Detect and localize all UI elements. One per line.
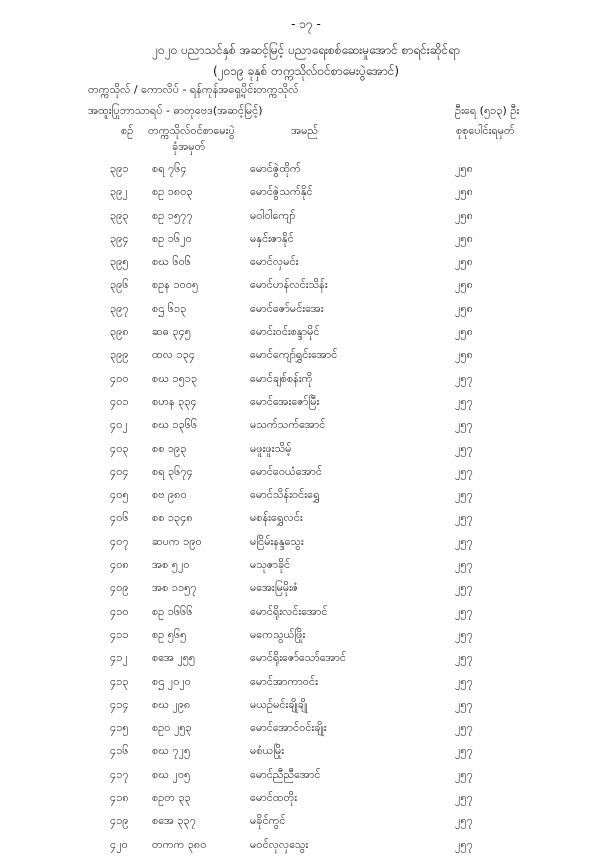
row-exam-number: ဆပက ၁၉၀ — [152, 534, 202, 548]
row-number: ၄၁၉ — [110, 814, 129, 828]
row-exam-number: စအေ ၂၅၅ — [152, 651, 196, 665]
row-score: ၂၅၇ — [455, 697, 473, 711]
column-header-exam-line2: ခုံအမှတ် — [172, 140, 206, 153]
row-score: ၂၅၈ — [455, 348, 473, 362]
row-exam-number: စဗ ၉၈၀ — [152, 488, 187, 502]
row-exam-number: စဥ ၁၅၇၇ — [152, 208, 193, 222]
row-number: ၄၀၂ — [110, 418, 128, 432]
column-header-score: စုစုပေါင်းရမှတ် — [456, 124, 515, 137]
row-name: မောင်ဝေယံအောင် — [250, 464, 322, 478]
row-number: ၃၉၄ — [110, 231, 129, 245]
row-score: ၂၅၇ — [455, 418, 473, 432]
row-score: ၂၅၇ — [455, 441, 473, 455]
row-number: ၃၉၈ — [110, 325, 129, 339]
row-exam-number: စဥန ၁၀၀၅ — [152, 278, 199, 292]
row-exam-number: စအေ ၃၃၇ — [152, 814, 196, 828]
row-number: ၄၁၃ — [110, 674, 129, 688]
row-number: ၄၁၀ — [110, 604, 129, 618]
row-exam-number: စစ ၁၉၃ — [152, 441, 187, 455]
table-row — [0, 414, 612, 437]
table-row — [0, 577, 612, 600]
row-name: မစန်းရွှေလင်း — [250, 511, 303, 525]
row-name: မောင်ညီညီအောင် — [250, 767, 321, 781]
row-name: မစံယမြိုး — [250, 744, 285, 758]
row-number: ၄၁၄ — [110, 697, 129, 711]
table-row — [0, 694, 612, 717]
page-number: - ၁၇ - — [291, 17, 321, 31]
row-exam-number: စဃ ၁၃၆၆ — [152, 418, 198, 432]
row-score: ၂၅၇ — [455, 394, 473, 408]
row-number: ၄၀၈ — [110, 558, 129, 572]
row-exam-number: စဃ ၆၀၆ — [152, 255, 191, 269]
row-score: ၂၅၇ — [455, 837, 473, 851]
row-exam-number: စဥ ၁၆၂၀ — [152, 231, 192, 245]
row-score: ၂၅၈ — [455, 185, 473, 199]
row-name: မောင်သိန်းဝင်းရွှေ — [250, 488, 320, 502]
row-name: မောင်အာကာဝင်း — [250, 674, 318, 688]
row-number: ၄၀၆ — [110, 511, 129, 525]
table-row — [0, 834, 612, 857]
university-label: တက္ကသိုလ် / ကောလိပ် - ရန်ကုန်အရှေ့ပိုင်းတက္ကသိုလ် — [88, 83, 299, 96]
row-name: မသက်သက်အောင် — [250, 418, 326, 432]
row-number: ၄၁၆ — [110, 744, 129, 758]
table-row — [0, 531, 612, 554]
row-number: ၃၉၃ — [110, 208, 129, 222]
table-row — [0, 274, 612, 297]
row-score: ၂၅၈ — [455, 162, 473, 175]
row-exam-number: စဥတ ၃၃ — [152, 791, 191, 805]
row-exam-number: ဆဓ ၃၄၅ — [152, 325, 191, 339]
row-exam-number: စဃ ၂၀၅ — [152, 767, 191, 781]
row-name: မောင်ဇော်မင်းအေး — [250, 301, 324, 315]
row-score: ၂၅၈ — [455, 278, 473, 292]
table-row — [0, 764, 612, 787]
row-name: မောင်ရိုးလင်းအောင် — [250, 604, 328, 618]
row-score: ၂၅၇ — [455, 558, 473, 572]
document-subtitle: (၂၀၁၉ ခုနှစ် တက္ကသိုလ်ဝင်စာမေးပွဲအောင်) — [212, 64, 400, 78]
row-name: မအေးမြမိုးဇံ — [250, 581, 299, 595]
row-exam-number: စဃ ၁၅၁၃ — [152, 371, 198, 385]
row-exam-number: စစ ၁၃၄၈ — [152, 511, 193, 525]
table-row — [0, 438, 612, 461]
row-name: မောင်ဇွဲသက်နိုင် — [250, 185, 313, 199]
column-header-name: အမည် — [291, 124, 319, 137]
row-name: မကေသွယ်ဖြိုး — [250, 627, 306, 641]
row-exam-number: စဃ ၇၂၅ — [152, 744, 191, 758]
row-name: မငြိမ်းနန္ဒသွေး — [250, 534, 304, 548]
row-name: မဝင်လှလှသွေး — [250, 837, 309, 851]
table-row — [0, 251, 612, 274]
row-score: ၂၅၇ — [455, 464, 473, 478]
row-score: ၂၅၇ — [455, 488, 473, 502]
document-title: ၂၀၂၀ ပညာသင်နှစ် အဆင့်မြင့် ပညာရေးစစ်ဆေးမှုအောင် စာရင်းဆိုင်ရာ — [152, 43, 460, 57]
table-row — [0, 228, 612, 251]
table-row — [0, 507, 612, 530]
row-score: ၂၅၈ — [455, 255, 473, 269]
row-name: မောင်ဇွဲထိုက် — [250, 162, 301, 175]
column-header-no: စဉ် — [121, 124, 134, 137]
table-row — [0, 484, 612, 507]
row-name: မောင်လှမင်း — [250, 255, 299, 269]
row-number: ၄၂၀ — [110, 837, 128, 851]
row-number: ၃၉၉ — [110, 348, 129, 362]
row-number: ၄၁၁ — [110, 627, 129, 641]
row-score: ၂၅၇ — [455, 627, 473, 641]
row-name: မောင်းဝင်းစန္ဒာမိုင် — [250, 325, 320, 339]
row-name: မနှင်းဇာနိုင် — [250, 231, 294, 245]
row-number: ၄၀၇ — [110, 534, 129, 548]
row-exam-number: စဥဝ ၂၅၃ — [152, 721, 192, 735]
row-score: ၂၅၈ — [455, 208, 473, 222]
row-exam-number: အစ ၁၁၅၇ — [152, 581, 197, 595]
row-name: မောင်ဟန်လင်းသိန်း — [250, 278, 328, 292]
row-score: ၂၅၇ — [455, 744, 473, 758]
row-score: ၂၅၇ — [455, 791, 473, 805]
row-score: ၂၅၈ — [455, 325, 473, 339]
row-exam-number: စဥ ၅၆၅ — [152, 627, 187, 641]
table-row — [0, 158, 612, 181]
table-row — [0, 321, 612, 344]
row-number: ၃၉၅ — [110, 255, 129, 269]
row-name: မဖူးဖူးသိမ့် — [250, 441, 292, 455]
table-row — [0, 391, 612, 414]
row-score: ၂၅၇ — [455, 721, 473, 735]
table-row — [0, 647, 612, 670]
row-exam-number: တကက ၃၈၀ — [152, 837, 207, 851]
column-header-exam-line1: တက္ကသိုလ်ဝင်စာမေးပွဲ — [148, 124, 235, 137]
row-exam-number: အစ ၅၂၀ — [152, 558, 190, 572]
table-row — [0, 368, 612, 391]
table-row — [0, 624, 612, 647]
row-number: ၄၀၁ — [110, 394, 129, 408]
table-row — [0, 601, 612, 624]
table-row — [0, 554, 612, 577]
table-row — [0, 298, 612, 321]
row-name: မောင်အောင်ဝင်းချိုး — [250, 721, 327, 735]
table-row — [0, 344, 612, 367]
row-exam-number: စဥ ၁၆၆၆ — [152, 604, 193, 618]
row-number: ၃၉၂ — [110, 185, 128, 199]
results-table — [0, 158, 612, 857]
row-name: မောင်အေးဇော်မြီး — [250, 394, 320, 408]
row-exam-number: စဌ ၆၁၃ — [152, 301, 187, 315]
row-name: မဝါဝါကျော် — [250, 208, 296, 222]
row-number: ၄၀၄ — [110, 464, 129, 478]
row-number: ၃၉၁ — [110, 162, 129, 175]
row-score: ၂၅၇ — [455, 371, 473, 385]
row-score: ၂၅၇ — [455, 674, 473, 688]
row-number: ၄၀၀ — [110, 371, 129, 385]
subject-label: အထူးပြုဘာသာရပ် - ဓာတုဗေဒ(အဆင့်မြင့်) — [88, 104, 263, 117]
row-name: မခိုင်ကွင် — [250, 814, 286, 828]
row-name: မယဉ်မင်းချိုချို — [250, 697, 308, 711]
row-score: ၂၅၇ — [455, 814, 473, 828]
row-exam-number: စဌ ၂၀၂၀ — [152, 674, 191, 688]
row-score: ၂၅၇ — [455, 511, 473, 525]
row-number: ၄၀၅ — [110, 488, 129, 502]
row-number: ၄၁၇ — [110, 767, 129, 781]
total-count-label: ဦးရေ (၅၁၃) ဦး — [455, 104, 520, 117]
table-row — [0, 740, 612, 763]
row-name: မောင်ရိုးဇော်သော်အောင် — [250, 651, 346, 665]
row-score: ၂၅၇ — [455, 581, 473, 595]
row-exam-number: စဟန ၃၃၄ — [152, 394, 197, 408]
row-exam-number: ထလ ၁၃၄ — [152, 348, 196, 362]
row-exam-number: စရ ၇၆၄ — [152, 162, 187, 175]
row-score: ၂၅၇ — [455, 651, 473, 665]
row-name: မောင်ချစ်စန်းကို — [250, 371, 313, 385]
row-exam-number: စရ ၃၆၇၄ — [152, 464, 193, 478]
row-name: မောင်ထတိုး — [250, 791, 298, 805]
row-name: မောင်ကျော်ရွှင်းအောင် — [250, 348, 338, 362]
row-number: ၃၉၆ — [110, 278, 129, 292]
row-name: မသုဇာခိုင် — [250, 558, 291, 572]
row-score: ၂၅၈ — [455, 231, 473, 245]
row-number: ၄၁၂ — [110, 651, 128, 665]
row-number: ၄၁၈ — [110, 791, 129, 805]
table-row — [0, 717, 612, 740]
table-row — [0, 671, 612, 694]
table-row — [0, 787, 612, 810]
table-row — [0, 461, 612, 484]
row-exam-number: စဃ ၂၉၈ — [152, 697, 191, 711]
row-score: ၂၅၈ — [455, 301, 473, 315]
row-score: ၂၅၇ — [455, 604, 473, 618]
row-exam-number: စဥ ၁၈၀၃ — [152, 185, 193, 199]
row-score: ၂၅၇ — [455, 534, 473, 548]
row-number: ၄၀၉ — [110, 581, 129, 595]
row-number: ၄၁၅ — [110, 721, 129, 735]
row-number: ၃၉၇ — [110, 301, 129, 315]
row-number: ၄၀၃ — [110, 441, 129, 455]
table-row — [0, 205, 612, 228]
row-score: ၂၅၇ — [455, 767, 473, 781]
table-row — [0, 181, 612, 204]
table-row — [0, 810, 612, 833]
